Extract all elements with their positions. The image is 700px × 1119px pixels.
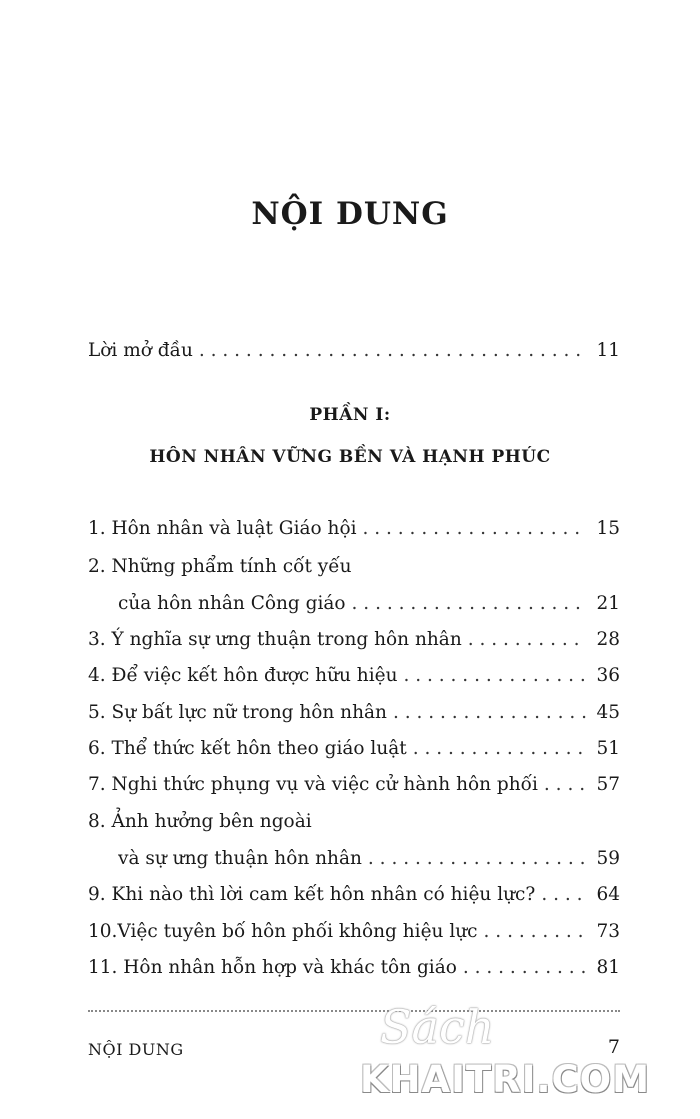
toc-entry: [88, 807, 620, 837]
toc-entry-continuation: [118, 589, 620, 619]
toc-entry-continuation: [118, 844, 620, 874]
dot-leader: [541, 880, 586, 910]
toc-entry-page: 81: [596, 957, 620, 978]
toc-entry-text: 7. Nghi thức phụng vụ và việc cử hành hôn phối: [88, 774, 538, 795]
toc-entry-page: 64: [596, 884, 620, 905]
dot-leader: [468, 625, 586, 655]
toc-entry-page: 36: [596, 665, 620, 686]
watermark-logo: [360, 1000, 690, 1110]
toc-entry-page: 11: [596, 340, 620, 361]
toc-entry-page: 45: [596, 702, 620, 723]
toc-entry-page: 73: [596, 921, 620, 942]
dot-leader: [484, 917, 586, 947]
dot-leader: [352, 589, 586, 619]
toc-entry-text: 8. Ảnh hưởng bên ngoài: [88, 811, 312, 832]
toc-entry-text: Lời mở đầu: [88, 340, 193, 361]
dot-leader: [368, 844, 586, 874]
toc-entry-text: 3. Ý nghĩa sự ưng thuận trong hôn nhân: [88, 629, 462, 650]
toc-entry-text: và sự ưng thuận hôn nhân: [118, 848, 362, 869]
dot-leader: [413, 734, 586, 764]
toc-entry-text: của hôn nhân Công giáo: [118, 593, 346, 614]
toc-entry: [88, 698, 620, 728]
toc-entry: [88, 953, 620, 983]
toc-entry-page: 57: [596, 774, 620, 795]
toc-entry: [88, 770, 620, 800]
toc-entry-text: 5. Sự bất lực nữ trong hôn nhân: [88, 702, 387, 723]
toc-entry-page: 59: [596, 848, 620, 869]
dot-leader: [404, 661, 587, 691]
toc-entry: [88, 661, 620, 691]
toc-entry: [88, 514, 620, 544]
toc-entry-text: 1. Hôn nhân và luật Giáo hội: [88, 518, 357, 539]
dot-leader: [463, 953, 586, 983]
part-title: HÔN NHÂN VỮNG BỀN VÀ HẠNH PHÚC: [149, 447, 551, 467]
toc-entry-page: 15: [596, 518, 620, 539]
dot-leader: [544, 770, 586, 800]
toc-entry: [88, 880, 620, 910]
toc-entry: [88, 625, 620, 655]
dot-leader: [363, 514, 586, 544]
toc-entry: [88, 734, 620, 764]
running-footer-title: NỘI DUNG: [88, 1040, 184, 1059]
toc-entry-page: 28: [596, 629, 620, 650]
toc-entry-text: 9. Khi nào thì lời cam kết hôn nhân có hiệu lực?: [88, 884, 536, 905]
toc-entry-text: 4. Để việc kết hôn được hữu hiệu: [88, 665, 398, 686]
toc-entry: [88, 552, 620, 582]
dot-leader: [393, 698, 586, 728]
watermark-script-text: Sách: [380, 1000, 495, 1054]
toc-entry-text: 6. Thể thức kết hôn theo giáo luật: [88, 738, 407, 759]
toc-entry-page: 51: [596, 738, 620, 759]
toc-entry-text: 2. Những phẩm tính cốt yếu: [88, 556, 352, 577]
dot-leader: [199, 336, 586, 366]
toc-entry-text: 11. Hôn nhân hỗn hợp và khác tôn giáo: [88, 957, 457, 978]
page-title: NỘI DUNG: [251, 196, 449, 232]
part-label: PHẦN I:: [309, 405, 391, 425]
page-number: 7: [607, 1036, 620, 1058]
watermark-site-text: KHAITRI.COM: [360, 1058, 651, 1101]
toc-entry: [88, 917, 620, 947]
toc-entry-text: 10.Việc tuyên bố hôn phối không hiệu lực: [88, 921, 478, 942]
toc-entry-page: 21: [596, 593, 620, 614]
toc-entry-preface: [88, 336, 620, 366]
